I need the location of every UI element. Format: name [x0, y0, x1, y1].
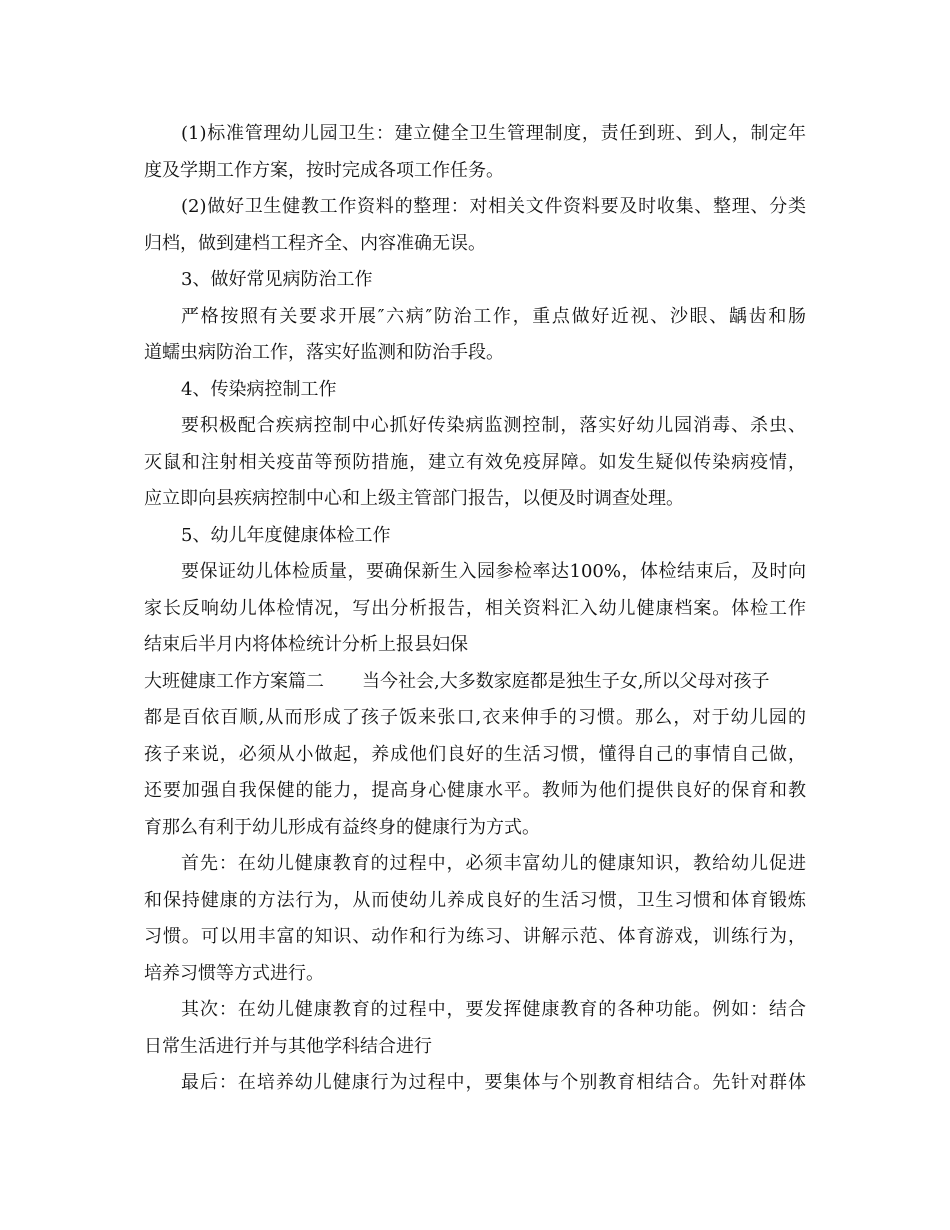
text-line: 习惯。可以用丰富的知识、动作和行为练习、讲解示范、体育游戏，训练行为， [144, 926, 806, 947]
text-line: 归档，做到建档工程齐全、内容准确无误。 [144, 232, 486, 254]
text-line [144, 664, 806, 701]
text-line: 度及学期工作方案，按时完成各项工作任务。 [144, 159, 504, 181]
text-line: 和保持健康的方法行为，从而使幼儿养成良好的生活习惯，卫生习惯和体育锻炼 [144, 889, 806, 911]
text-line: 最后：在培养幼儿健康行为过程中，要集体与个别教育相结合。先针对群体 [181, 1072, 806, 1093]
text-line: 要积极配合疾病控制中心抓好传染病监测控制，落实好幼儿园消毒、杀虫、 [181, 415, 806, 436]
text-line: 道蠕虫病防治工作，落实好监测和防治手段。 [144, 342, 504, 363]
text-line: 都是百依百顺,从而形成了孩子饭来张口,衣来伸手的习惯。那么，对于幼儿园的 [144, 707, 806, 728]
document-body [144, 116, 806, 1102]
text-line: 家长反响幼儿体检情况，写出分析报告，相关资料汇入幼儿健康档案。体检工作 [144, 597, 806, 619]
text-line: 要保证幼儿体检质量，要确保新生入园参检率达100%，体检结束后，及时向 [181, 561, 806, 582]
text-line: 日常生活进行并与其他学科结合进行 [144, 1035, 432, 1057]
text-line: 严格按照有关要求开展″六病″防治工作，重点做好近视、沙眼、龋齿和肠 [181, 305, 806, 327]
text-line: 首先：在幼儿健康教育的过程中，必须丰富幼儿的健康知识，教给幼儿促进 [181, 853, 806, 874]
text-line: (2)做好卫生健教工作资料的整理：对相关文件资料要及时收集、整理、分类 [181, 196, 806, 217]
text-line: (1)标准管理幼儿园卫生：建立健全卫生管理制度，责任到班、到人，制定年 [181, 123, 806, 144]
section-heading: 5、幼儿年度健康体检工作 [181, 524, 391, 546]
text-line: 培养习惯等方式进行。 [144, 962, 324, 984]
article-title: 大班健康工作方案篇二 [144, 670, 324, 692]
text-line: 灭鼠和注射相关疫苗等预防措施，建立有效免疫屏障。如发生疑似传染病疫情， [144, 451, 806, 473]
section-heading: 3、做好常见病防治工作 [181, 269, 373, 290]
text-line: 应立即向县疾病控制中心和上级主管部门报告，以便及时调查处理。 [144, 488, 684, 509]
section-heading: 4、传染病控制工作 [181, 378, 337, 400]
text-line: 当今社会,大多数家庭都是独生子女,所以父母对孩子 [362, 670, 770, 692]
text-line: 其次：在幼儿健康教育的过程中，要发挥健康教育的各种功能。例如：结合 [181, 999, 806, 1020]
text-line: 孩子来说，必须从小做起，养成他们良好的生活习惯，懂得自己的事情自己做， [144, 743, 806, 765]
text-line: 育那么有利于幼儿形成有益终身的健康行为方式。 [144, 816, 540, 838]
text-line: 还要加强自我保健的能力，提高身心健康水平。教师为他们提供良好的保育和教 [144, 780, 806, 801]
text-line: 结束后半月内将体检统计分析上报县妇保 [144, 634, 468, 655]
